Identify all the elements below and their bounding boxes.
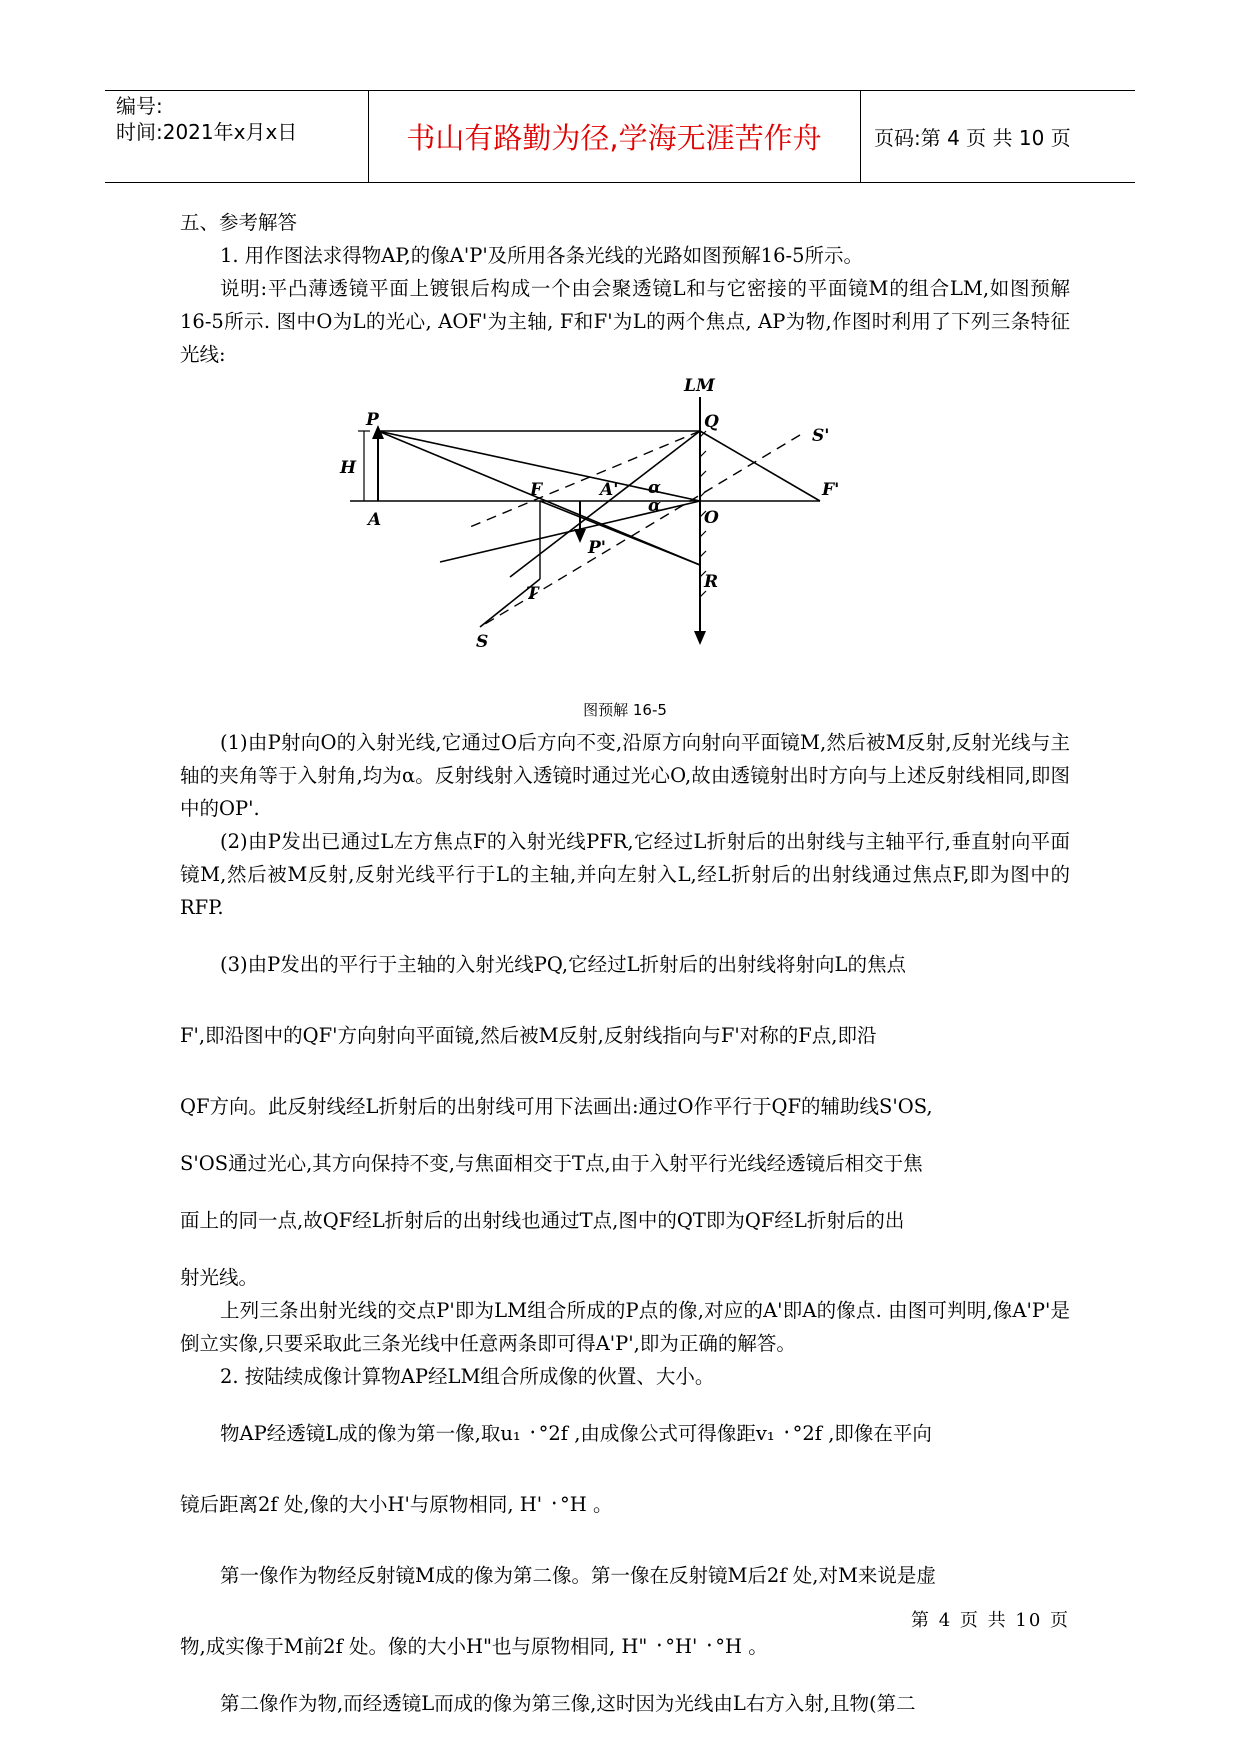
ray-3-line5: 面上的同一点,故QF经L折射后的出射线也通过T点,图中的QT即为QF经L折射后的出 [180, 1209, 905, 1232]
time-label: 时间:2021年x月x日 [116, 120, 298, 144]
label-S-prime: S' [812, 426, 830, 446]
dashed-QF [470, 431, 700, 527]
label-S: S [476, 632, 489, 652]
label-H: H [340, 458, 357, 478]
header-divider-right [860, 90, 861, 182]
ray-3-line2: F',即沿图中的QF'方向射向平面镜,然后被M反射,反射线指向与F'对称的F点,即沿 [180, 1024, 877, 1047]
figure-caption: 图预解 16-5 [583, 701, 667, 719]
ray-1: (1)由P射向O的入射光线,它通过O后方向不变,沿原方向射向平面镜M,然后被M反射,反射光线与主轴的夹角等于入射角,均为α。反射线射入透镜时通过光心O,故由透镜射出时方向与上述反射线相同,即图中的OP'. [180, 731, 1070, 820]
ray-3-line3: QF方向。此反射线经L折射后的出射线可用下法画出:通过O作平行于QF的辅助线S'OS, [180, 1095, 933, 1118]
label-LM: LM [684, 377, 715, 396]
motto: 书山有路勤为径,学海无涯苦作舟 [406, 121, 822, 155]
ray-3-line6: 射光线。 [180, 1266, 259, 1289]
label-T: T [526, 584, 539, 604]
part2-line: 镜后距离2f 处,像的大小H'与原物相同, H' ᛫°H 。 [180, 1493, 613, 1516]
label-alpha1: α [648, 478, 662, 498]
document-body [180, 206, 1070, 1720]
label-F-prime: F' [822, 480, 840, 500]
paragraph: 1. 用作图法求得物AP,的像A'P'及所用各条光线的光路如图预解16-5所示。 [220, 244, 863, 267]
part2-line: 物,成实像于M前2f 处。像的大小H"也与原物相同, H" ᛫°H' ᛫°H 。 [180, 1635, 768, 1658]
ray-QF-prime [700, 431, 820, 501]
paragraph: 说明:平凸薄透镜平面上镀银后构成一个由会聚透镜L和与它密接的平面镜M的组合LM,如图预解16-5所示. 图中O为L的光心, AOF'为主轴, F和F'为L的两个焦点, AP为物,作图时利用了下列三条特征光线: [180, 277, 1070, 366]
ray-diagram [180, 377, 1070, 697]
label-R: R [704, 572, 719, 592]
label-alpha2: α [648, 496, 662, 516]
conclusion: 上列三条出射光线的交点P'即为LM组合所成的P点的像,对应的A'即A的像点. 由图可判明,像A'P'是倒立实像,只要采取此三条光线中任意两条即可得A'P',即为正确的解答。 [180, 1299, 1070, 1355]
ray-3-line4: S'OS通过光心,其方向保持不变,与焦面相交于T点,由于入射平行光线经透镜后相交于焦 [180, 1152, 923, 1175]
part2-title: 2. 按陆续成像计算物AP经LM组合所成像的伙置、大小。 [220, 1365, 715, 1388]
ray-2: (2)由P发出已通过L左方焦点F的入射光线PFR,它经过L折射后的出射线与主轴平行,垂直射向平面镜M,然后被M反射,反射光线平行于L的主轴,并向左射入L,经L折射后的出射线通过焦点F,即为图中的RFP. [180, 830, 1070, 919]
label-A-prime: A' [600, 480, 619, 500]
section-title: 五、参考解答 [180, 211, 298, 234]
part2-line: 第一像作为物经反射镜M成的像为第二像。第一像在反射镜M后2f 处,对M来说是虚 [220, 1564, 936, 1587]
page-footer: 第 4 页 共 10 页 [911, 1610, 1070, 1631]
part2-line: 第二像作为物,而经透镜L而成的像为第三像,这时因为光线由L右方入射,且物(第二 [220, 1692, 916, 1715]
header-top-border [105, 90, 1135, 91]
header-bottom-border [105, 182, 1135, 183]
label-F: F [530, 480, 543, 500]
label-O: O [704, 508, 719, 528]
part2-line: 物AP经透镜L成的像为第一像,取u₁ ᛫°2f ,由成像公式可得像距v₁ ᛫°2f ,即像在平向 [220, 1422, 932, 1445]
optics-figure [180, 377, 1070, 697]
label-P-prime: P' [588, 538, 606, 558]
ray-3-line1: (3)由P发出的平行于主轴的入射光线PQ,它经过L折射后的出射线将射向L的焦点 [220, 953, 906, 976]
page-label: 页码:第 4 页 共 10 页 [874, 126, 1071, 150]
label-Q: Q [704, 412, 719, 432]
label-P: P [366, 410, 379, 430]
number-label: 编号: [116, 94, 163, 118]
label-A: A [368, 510, 382, 530]
